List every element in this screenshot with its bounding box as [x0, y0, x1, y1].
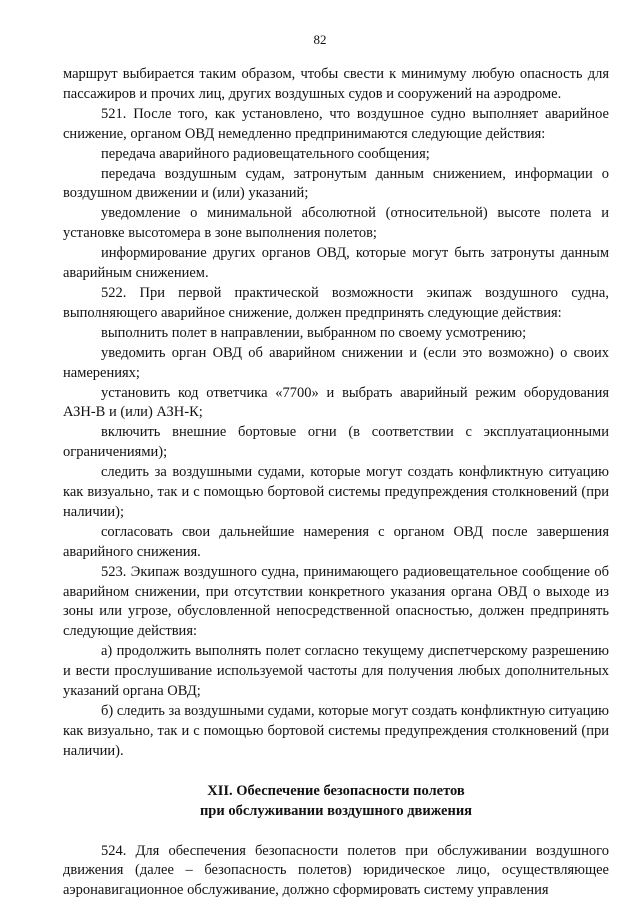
paragraph: установить код ответчика «7700» и выбрать аварийный режим оборудования АЗН-В и (или) АЗН-К; [63, 384, 609, 421]
paragraph: информирование других органов ОВД, которые могут быть затронуты данным аварийным снижением. [63, 245, 609, 282]
paragraph: выполнить полет в направлении, выбранном по своему усмотрению; [101, 324, 527, 341]
paragraph: уведомление о минимальной абсолютной (относительной) высоте полета и установке высотомера в зоне выполнения полетов; [63, 205, 609, 242]
paragraph: маршрут выбирается таким образом, чтобы свести к минимуму любую опасность для пассажиров и прочих лиц, других воздушных судов и сооружений на аэродроме. [63, 66, 609, 102]
paragraph: б) следить за воздушными судами, которые могут создать конфликтную ситуацию как визуально, так и с помощью бортовой системы предупреждения столкновений (при наличии). [63, 703, 609, 759]
paragraph: уведомить орган ОВД об аварийном снижении и (если это возможно) о своих намерениях; [63, 344, 609, 381]
paragraph: следить за воздушными судами, которые могут создать конфликтную ситуацию как визуально, так и с помощью бортовой системы предупреждения столкновений (при наличии); [63, 464, 609, 520]
paragraph: 524. Для обеспечения безопасности полетов при обслуживании воздушного движения (далее – безопасность полетов) юридическое лицо, осуществляющее аэронавигационное обслуживание, должно сформировать систему управления [63, 842, 609, 899]
page-number: 82 [313, 32, 327, 47]
paragraph: 521. После того, как установлено, что воздушное судно выполняет аварийное снижение, органом ОВД немедленно предпринимаются следующие действия: [63, 105, 609, 142]
paragraphs-after-heading [63, 842, 609, 902]
paragraph: 523. Экипаж воздушного судна, принимающего радиовещательное сообщение об аварийном снижении, при отсутствии конкретного указания органа ОВД о выходе из зоны или угрозе, обусловленной непосредственной опасностью, должен предпринять следующие действия: [63, 563, 609, 640]
paragraph: передача воздушным судам, затронутым данным снижением, информации о воздушном движении и (или) указаний; [63, 165, 609, 202]
paragraph: а) продолжить выполнять полет согласно текущему диспетчерскому разрешению и вести прослушивание используемой частоты для получения любых дополнительных указаний органа ОВД; [63, 643, 609, 700]
paragraph: согласовать свои дальнейшие намерения с органом ОВД после завершения аварийного снижения. [63, 523, 609, 560]
paragraphs-before-heading [63, 65, 609, 762]
section-heading-line-1: XII. Обеспечение безопасности полетов [207, 782, 465, 799]
paragraph: включить внешние бортовые огни (в соответствии с эксплуатационными ограничениями); [63, 424, 609, 461]
paragraph: 522. При первой практической возможности экипаж воздушного судна, выполняющего аварийное снижение, должен предпринять следующие действия: [63, 284, 609, 321]
section-heading [63, 782, 609, 822]
document-body [63, 65, 609, 901]
paragraph: передача аварийного радиовещательного сообщения; [101, 145, 430, 162]
section-heading-line-2: при обслуживании воздушного движения [199, 802, 473, 819]
